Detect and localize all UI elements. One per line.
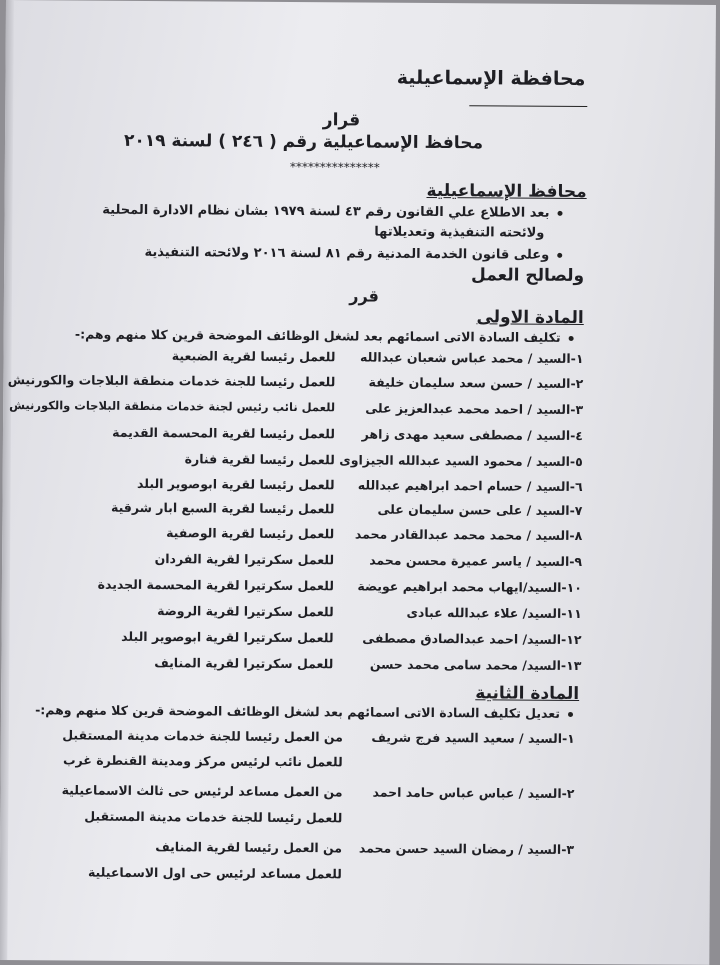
list-item-to: للعمل مساعد لرئيس حى اول الاسماعيلية	[87, 864, 342, 882]
list-item-name: ١٣-السيد/ محمد سامى محمد حسن	[369, 656, 582, 674]
list-item-from: من العمل رئيسا للجنة خدمات مدينة المستقبل	[62, 727, 343, 745]
preamble-bullet-1-cont: ولائحته التنفيذية وتعديلاتها	[374, 224, 545, 241]
list-item-name: ١-السيد / سعيد السيد فرج شريف	[371, 729, 575, 746]
bullet-dot-icon	[569, 336, 574, 341]
list-item-from: من العمل مساعد لرئيس حى ثالث الاسماعيلية	[61, 782, 343, 800]
list-item-name: ١٠-السيد/ايهاب محمد ابراهيم عويضة	[357, 578, 582, 596]
list-item-name: ٣-السيد / احمد محمد عبدالعزيز على	[365, 400, 584, 418]
list-item-name: ٥-السيد / محمود السيد عبدالله الجيزاوى	[339, 452, 583, 470]
work-interest: ولصالح العمل	[471, 265, 585, 287]
list-item-job: للعمل سكرتيرا لقرية الروضة	[157, 603, 334, 620]
decision-word: قرار	[322, 110, 361, 131]
article-1-intro-text: تكليف السادة الاتى اسمائهم بعد لشغل الوظائف الموضحة قرين كلا منهم وهم:-	[74, 326, 561, 345]
preamble-bullet-1	[102, 203, 562, 221]
list-item-name: ٨-السيد / محمد محمد عبدالقادر محمد	[354, 526, 583, 544]
list-item-job: للعمل رئيسا لقرية الوصفية	[166, 525, 335, 542]
preamble-bullet-text: وعلى قانون الخدمة المدنية رقم ٨١ لسنة ٢٠١٦ ولائحته التنفيذية	[144, 244, 550, 263]
list-item-job: للعمل سكرتيرا لقرية المحسمة الجديدة	[97, 576, 334, 594]
article-2-title: المادة الثانية	[475, 683, 580, 705]
list-item-name: ٢-السيد / عباس عباس حامد احمد	[372, 784, 575, 801]
list-item-name: ٧-السيد / على حسن سليمان على	[377, 501, 583, 519]
list-item-name: ١١-السيد/ علاء عبدالله عبادى	[406, 604, 582, 622]
list-item-name: ٣-السيد / رمضان السيد حسن محمد	[358, 840, 575, 857]
list-item-job: للعمل رئيسا للجنة خدمات منطقة البلاجات والكورنيش	[7, 372, 336, 390]
list-item-job: للعمل رئيسا لقرية السبع ابار شرقية	[110, 499, 335, 517]
governorate-header: محافظة الإسماعيلية	[396, 66, 586, 91]
page-edge-shadow	[0, 0, 14, 960]
list-item-name: ٤-السيد / مصطفى سعيد مهدى زاهر	[361, 426, 584, 444]
article-2-intro	[35, 702, 573, 721]
list-item-job: للعمل رئيسا لقرية فنارة	[184, 451, 335, 468]
preamble-bullet-text: بعد الاطلاع علي القانون رقم ٤٣ لسنة ١٩٧٩ بشان نظام الادارة المحلية	[102, 202, 550, 221]
list-item-name: ١-السيد / محمد عباس شعبان عبدالله	[360, 349, 584, 367]
article-2-intro-text: تعديل تكليف السادة الاتى اسمائهم بعد لشغل الوظائف الموضحة قرين كلا منهم وهم:-	[35, 702, 561, 721]
decision-title: محافظ الإسماعيلية رقم ( ٢٤٦ ) لسنة ٢٠١٩	[123, 130, 484, 154]
list-item-job: للعمل رئيسا لقرية المحسمة القديمة	[112, 424, 336, 442]
bullet-dot-icon	[557, 253, 562, 258]
article-1-intro	[75, 326, 574, 344]
preamble-bullet-2	[145, 245, 563, 263]
list-item-name: ٢-السيد / حسن سعد سليمان خليفة	[368, 374, 584, 392]
list-item-to: للعمل نائب لرئيس مركز ومدينة القنطرة غرب	[62, 752, 343, 770]
list-item-from: من العمل رئيسا لقرية المنايف	[155, 839, 343, 856]
article-1-title: المادة الاولى	[476, 307, 584, 329]
list-item-name: ٦-السيد / حسام احمد ابراهيم عبدالله	[357, 477, 583, 495]
list-item-job: للعمل رئيسا لقرية ابوصوير البلد	[137, 475, 335, 493]
list-item-name: ١٢-السيد/ احمد عبدالصادق مصطفى	[362, 630, 582, 648]
preamble-title: محافظ الإسماعيلية	[426, 180, 587, 203]
bullet-dot-icon	[558, 211, 563, 216]
list-item-job: للعمل سكرتيرا لقرية ابوصوير البلد	[121, 628, 334, 646]
bullet-dot-icon	[568, 712, 573, 717]
list-item-to: للعمل رئيسا للجنة خدمات مدينة المستقبل	[84, 808, 343, 826]
list-item-job: للعمل نائب رئيس لجنة خدمات منطقة البلاجات والكورنيش	[9, 398, 336, 415]
list-item-job: للعمل سكرتيرا لقرية المنايف	[154, 655, 334, 672]
stars-divider: ***************	[289, 159, 380, 175]
header-underline	[469, 105, 587, 107]
decides-word: قرر	[349, 286, 380, 306]
list-item-name: ٩-السيد / ياسر عميرة محسن محمد	[369, 552, 583, 570]
list-item-job: للعمل رئيسا لقرية الضبعية	[171, 348, 336, 365]
list-item-job: للعمل سكرتيرا لقرية الفردان	[154, 551, 335, 568]
